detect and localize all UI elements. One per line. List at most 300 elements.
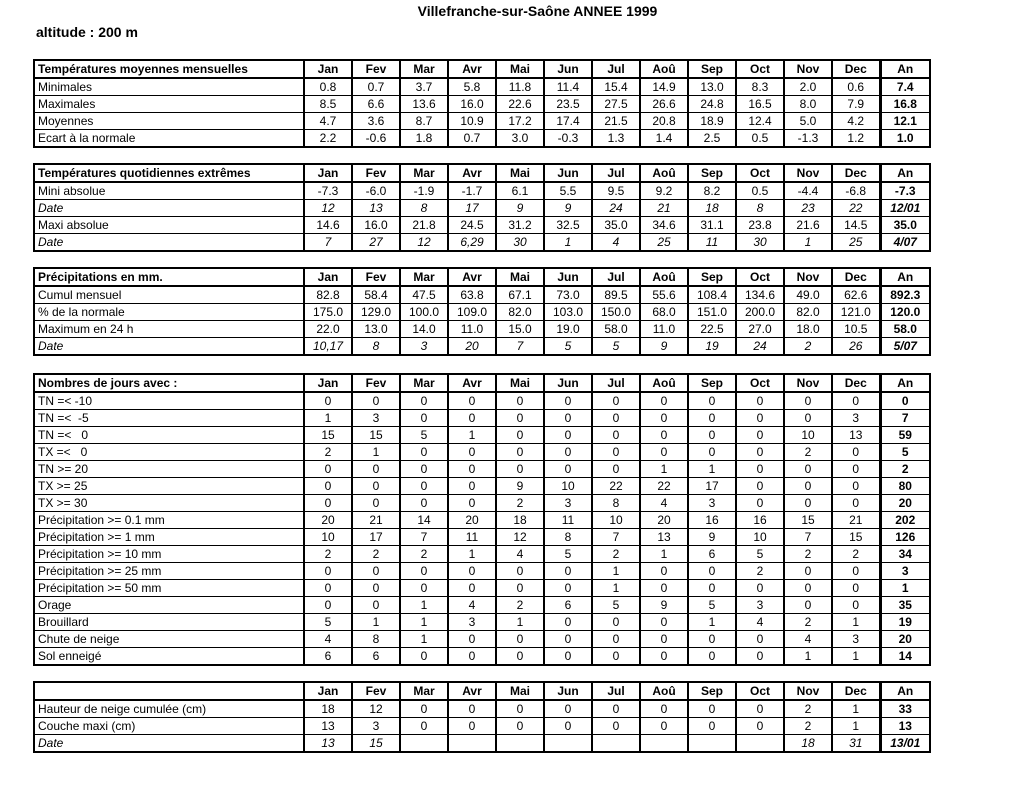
table-neige <box>33 681 931 753</box>
month-value-cell: 0 <box>352 563 400 580</box>
month-value-cell: 121.0 <box>832 304 880 321</box>
month-header: Oct <box>736 374 784 392</box>
month-value-cell: 1 <box>448 546 496 563</box>
data-table <box>33 681 931 753</box>
month-value-cell: 150.0 <box>592 304 640 321</box>
month-value-cell: 2 <box>352 546 400 563</box>
month-value-cell: 0 <box>400 444 448 461</box>
month-value-cell: 31 <box>832 735 880 753</box>
month-header: Fev <box>352 164 400 182</box>
annual-value-cell: -7.3 <box>880 182 930 200</box>
table-title: Températures quotidiennes extrêmes <box>34 164 304 182</box>
table-row <box>34 200 930 217</box>
month-value-cell: 13.0 <box>688 78 736 96</box>
month-value-cell: 73.0 <box>544 286 592 304</box>
month-value-cell: 0 <box>544 580 592 597</box>
annual-value-cell: 892.3 <box>880 286 930 304</box>
month-header: Jul <box>592 268 640 286</box>
month-value-cell: 4 <box>304 631 352 648</box>
month-value-cell: 3.0 <box>496 130 544 148</box>
annual-value-cell: 120.0 <box>880 304 930 321</box>
month-value-cell: 0 <box>544 444 592 461</box>
month-value-cell: 0 <box>688 427 736 444</box>
month-value-cell: 0 <box>544 614 592 631</box>
month-value-cell: -0.3 <box>544 130 592 148</box>
month-value-cell: 0 <box>832 478 880 495</box>
month-header: Mai <box>496 164 544 182</box>
annual-value-cell: 3 <box>880 563 930 580</box>
month-value-cell: 1 <box>304 410 352 427</box>
month-value-cell: 5.0 <box>784 113 832 130</box>
month-value-cell: 0 <box>304 580 352 597</box>
table-row <box>34 580 930 597</box>
month-value-cell: 6 <box>352 648 400 666</box>
month-value-cell: 0 <box>784 461 832 478</box>
month-header: Oct <box>736 268 784 286</box>
month-header: Sep <box>688 60 736 78</box>
month-value-cell: 0 <box>640 648 688 666</box>
month-value-cell: 0.7 <box>352 78 400 96</box>
month-value-cell: 7 <box>784 529 832 546</box>
row-label: Couche maxi (cm) <box>34 718 304 735</box>
month-value-cell: 0.5 <box>736 182 784 200</box>
month-value-cell: 0 <box>784 410 832 427</box>
month-value-cell: 5 <box>544 338 592 356</box>
month-value-cell: -1.7 <box>448 182 496 200</box>
month-value-cell: 55.6 <box>640 286 688 304</box>
month-header: An <box>880 682 930 700</box>
month-value-cell <box>448 735 496 753</box>
annual-value-cell: 20 <box>880 495 930 512</box>
month-value-cell: 2 <box>832 546 880 563</box>
month-value-cell: 0 <box>736 478 784 495</box>
month-header: Avr <box>448 268 496 286</box>
month-value-cell: 0 <box>832 444 880 461</box>
month-header: Jan <box>304 164 352 182</box>
month-value-cell: 2 <box>496 597 544 614</box>
month-value-cell <box>544 735 592 753</box>
month-value-cell: 6 <box>304 648 352 666</box>
month-value-cell: 8 <box>736 200 784 217</box>
month-value-cell: 8.5 <box>304 96 352 113</box>
month-value-cell: 0 <box>640 614 688 631</box>
month-value-cell: 0 <box>640 427 688 444</box>
row-label: Sol enneigé <box>34 648 304 666</box>
month-value-cell: 0 <box>352 461 400 478</box>
month-value-cell: 1 <box>352 614 400 631</box>
month-value-cell: 0 <box>640 444 688 461</box>
month-value-cell: 8 <box>352 631 400 648</box>
table-title: Températures moyennes mensuelles <box>34 60 304 78</box>
table-title: Nombres de jours avec : <box>34 374 304 392</box>
month-header: Nov <box>784 164 832 182</box>
month-value-cell: 12 <box>400 234 448 252</box>
month-value-cell: 10 <box>592 512 640 529</box>
month-value-cell: 1 <box>496 614 544 631</box>
month-value-cell: 8 <box>544 529 592 546</box>
month-value-cell: 0 <box>400 392 448 410</box>
month-value-cell: 9 <box>496 200 544 217</box>
month-value-cell: 22 <box>832 200 880 217</box>
row-label: TN =< 0 <box>34 427 304 444</box>
table-row <box>34 234 930 252</box>
month-header: Mai <box>496 374 544 392</box>
month-value-cell: 20 <box>448 338 496 356</box>
month-value-cell: 1 <box>832 718 880 735</box>
table-nombres-de-jours <box>33 373 931 666</box>
table-row <box>34 597 930 614</box>
month-value-cell: 0 <box>592 427 640 444</box>
month-header: An <box>880 268 930 286</box>
month-value-cell: 31.1 <box>688 217 736 234</box>
month-value-cell: 0 <box>400 461 448 478</box>
table-row <box>34 495 930 512</box>
month-value-cell: 0 <box>736 648 784 666</box>
row-label: TN =< -10 <box>34 392 304 410</box>
month-header: Dec <box>832 268 880 286</box>
table-temperatures-extremes <box>33 163 931 252</box>
month-value-cell: 15 <box>784 512 832 529</box>
month-value-cell: 9 <box>640 597 688 614</box>
month-value-cell: 14.9 <box>640 78 688 96</box>
month-value-cell: 0 <box>400 478 448 495</box>
month-header: Aoû <box>640 374 688 392</box>
month-value-cell: 27.5 <box>592 96 640 113</box>
month-value-cell: 4 <box>784 631 832 648</box>
month-value-cell <box>592 735 640 753</box>
month-value-cell: 0 <box>544 410 592 427</box>
month-value-cell: 6.1 <box>496 182 544 200</box>
month-value-cell: 17 <box>352 529 400 546</box>
row-label: Précipitation >= 50 mm <box>34 580 304 597</box>
month-value-cell: 0 <box>304 563 352 580</box>
month-value-cell: 3 <box>832 410 880 427</box>
month-value-cell: 0 <box>448 410 496 427</box>
month-value-cell: 3.6 <box>352 113 400 130</box>
month-value-cell: 0 <box>400 495 448 512</box>
month-value-cell: -4.4 <box>784 182 832 200</box>
month-value-cell: 0 <box>736 444 784 461</box>
month-header: Aoû <box>640 682 688 700</box>
row-label: Date <box>34 234 304 252</box>
month-value-cell: 0 <box>592 444 640 461</box>
month-header: Jun <box>544 268 592 286</box>
annual-value-cell: 13 <box>880 718 930 735</box>
month-value-cell: 2.2 <box>304 130 352 148</box>
month-value-cell: 0 <box>832 563 880 580</box>
month-value-cell: 8.2 <box>688 182 736 200</box>
month-value-cell: 23 <box>784 200 832 217</box>
month-value-cell: 0 <box>832 580 880 597</box>
month-header: Nov <box>784 682 832 700</box>
month-header: Dec <box>832 374 880 392</box>
table-row <box>34 321 930 338</box>
annual-value-cell: 14 <box>880 648 930 666</box>
month-value-cell: 0 <box>832 597 880 614</box>
month-value-cell: 17.2 <box>496 113 544 130</box>
month-value-cell: 0 <box>496 563 544 580</box>
month-value-cell: 100.0 <box>400 304 448 321</box>
month-header: Aoû <box>640 164 688 182</box>
month-value-cell: 16.0 <box>352 217 400 234</box>
month-value-cell: 47.5 <box>400 286 448 304</box>
month-value-cell: 0 <box>784 563 832 580</box>
month-value-cell: 12.4 <box>736 113 784 130</box>
month-value-cell: 0 <box>400 718 448 735</box>
month-value-cell: 24.5 <box>448 217 496 234</box>
month-header: Sep <box>688 374 736 392</box>
row-label: Minimales <box>34 78 304 96</box>
month-value-cell: 0 <box>640 563 688 580</box>
month-value-cell: 24 <box>736 338 784 356</box>
row-label: Précipitation >= 10 mm <box>34 546 304 563</box>
annual-value-cell: 12/01 <box>880 200 930 217</box>
month-value-cell: 11.0 <box>448 321 496 338</box>
table-row <box>34 410 930 427</box>
month-value-cell: 3 <box>832 631 880 648</box>
month-value-cell: 0 <box>400 700 448 718</box>
month-value-cell: 8.7 <box>400 113 448 130</box>
month-value-cell: 129.0 <box>352 304 400 321</box>
month-value-cell: 0 <box>736 631 784 648</box>
month-header: Aoû <box>640 60 688 78</box>
month-value-cell: 0 <box>592 631 640 648</box>
month-value-cell: 68.0 <box>640 304 688 321</box>
month-header: Jul <box>592 682 640 700</box>
table-row <box>34 512 930 529</box>
month-value-cell: 2 <box>592 546 640 563</box>
month-value-cell: 1.8 <box>400 130 448 148</box>
month-value-cell: 15 <box>352 427 400 444</box>
month-value-cell: 35.0 <box>592 217 640 234</box>
month-value-cell: 1 <box>784 648 832 666</box>
month-value-cell: 4.7 <box>304 113 352 130</box>
table-row <box>34 130 930 148</box>
month-value-cell: 21.6 <box>784 217 832 234</box>
month-value-cell: 11 <box>448 529 496 546</box>
month-value-cell: 23.5 <box>544 96 592 113</box>
month-value-cell: 2 <box>400 546 448 563</box>
month-value-cell: 89.5 <box>592 286 640 304</box>
month-value-cell: 103.0 <box>544 304 592 321</box>
month-header: Nov <box>784 268 832 286</box>
month-value-cell: 1 <box>832 648 880 666</box>
month-value-cell: 2 <box>784 614 832 631</box>
month-value-cell: 25 <box>832 234 880 252</box>
month-value-cell: 18 <box>784 735 832 753</box>
month-value-cell: 19.0 <box>544 321 592 338</box>
month-value-cell: 1 <box>640 546 688 563</box>
month-value-cell: 0 <box>544 461 592 478</box>
month-value-cell: 8.0 <box>784 96 832 113</box>
altitude-label: altitude : 200 m <box>36 24 138 40</box>
month-value-cell: 0 <box>640 580 688 597</box>
month-header: Nov <box>784 60 832 78</box>
month-value-cell: 6 <box>688 546 736 563</box>
month-value-cell: 0 <box>736 392 784 410</box>
table-row <box>34 478 930 495</box>
table-row <box>34 529 930 546</box>
month-value-cell: 9 <box>544 200 592 217</box>
month-value-cell: 0 <box>736 718 784 735</box>
month-value-cell: 0 <box>640 631 688 648</box>
row-label: Date <box>34 735 304 753</box>
row-label: Ecart à la normale <box>34 130 304 148</box>
month-header: Oct <box>736 682 784 700</box>
month-value-cell: 2 <box>784 700 832 718</box>
month-value-cell: 49.0 <box>784 286 832 304</box>
table-row <box>34 563 930 580</box>
month-value-cell: 0 <box>352 597 400 614</box>
row-label: Mini absolue <box>34 182 304 200</box>
header-row <box>34 60 930 78</box>
month-header: Oct <box>736 164 784 182</box>
month-value-cell: 2.5 <box>688 130 736 148</box>
row-label: Précipitation >= 0.1 mm <box>34 512 304 529</box>
month-value-cell: 22.5 <box>688 321 736 338</box>
month-value-cell: 8 <box>352 338 400 356</box>
month-value-cell: 15 <box>304 427 352 444</box>
month-value-cell: 0 <box>640 700 688 718</box>
month-value-cell: -7.3 <box>304 182 352 200</box>
month-value-cell: 15 <box>832 529 880 546</box>
month-value-cell: 82.0 <box>784 304 832 321</box>
table-row <box>34 304 930 321</box>
month-value-cell: 21 <box>832 512 880 529</box>
month-value-cell: 24.8 <box>688 96 736 113</box>
month-value-cell: 0 <box>304 597 352 614</box>
month-value-cell: 12 <box>304 200 352 217</box>
month-value-cell: 0 <box>544 648 592 666</box>
month-value-cell: 0 <box>400 648 448 666</box>
month-value-cell: 3.7 <box>400 78 448 96</box>
month-value-cell: 0 <box>544 718 592 735</box>
month-value-cell: 58.4 <box>352 286 400 304</box>
month-value-cell: 2 <box>304 546 352 563</box>
data-table <box>33 59 931 148</box>
month-value-cell: 0 <box>592 392 640 410</box>
month-value-cell: 19 <box>688 338 736 356</box>
month-value-cell: 0 <box>784 580 832 597</box>
month-value-cell: 0 <box>448 700 496 718</box>
month-header: Jan <box>304 682 352 700</box>
row-label: Maximum en 24 h <box>34 321 304 338</box>
month-value-cell: 30 <box>736 234 784 252</box>
month-value-cell: 21.8 <box>400 217 448 234</box>
month-value-cell: 4 <box>592 234 640 252</box>
month-header: Mar <box>400 164 448 182</box>
header-row <box>34 268 930 286</box>
row-label: Chute de neige <box>34 631 304 648</box>
month-value-cell: 20 <box>640 512 688 529</box>
month-value-cell: 20 <box>304 512 352 529</box>
month-header: Mar <box>400 268 448 286</box>
month-value-cell: 0 <box>736 495 784 512</box>
month-value-cell: 0 <box>448 648 496 666</box>
month-value-cell: 0 <box>448 461 496 478</box>
month-value-cell: 0 <box>304 495 352 512</box>
month-value-cell: 0 <box>544 700 592 718</box>
data-table <box>33 163 931 252</box>
month-value-cell: 23.8 <box>736 217 784 234</box>
month-value-cell: 22 <box>592 478 640 495</box>
annual-value-cell: 16.8 <box>880 96 930 113</box>
month-value-cell <box>736 735 784 753</box>
month-value-cell: 0 <box>784 597 832 614</box>
annual-value-cell: 5/07 <box>880 338 930 356</box>
month-value-cell: 3 <box>352 718 400 735</box>
table-title <box>34 682 304 700</box>
table-row <box>34 392 930 410</box>
month-header: Jan <box>304 60 352 78</box>
month-value-cell: 82.0 <box>496 304 544 321</box>
page-title: Villefranche-sur-Saône ANNEE 1999 <box>417 3 658 19</box>
month-value-cell: 16.0 <box>448 96 496 113</box>
table-row <box>34 78 930 96</box>
month-value-cell: 0 <box>544 631 592 648</box>
month-value-cell: 2.0 <box>784 78 832 96</box>
month-value-cell: 0 <box>496 648 544 666</box>
month-value-cell <box>640 735 688 753</box>
annual-value-cell: 33 <box>880 700 930 718</box>
month-value-cell: 0.5 <box>736 130 784 148</box>
month-value-cell: 5.5 <box>544 182 592 200</box>
month-value-cell: 1 <box>400 631 448 648</box>
month-header: Mai <box>496 60 544 78</box>
month-value-cell: 0 <box>400 410 448 427</box>
month-value-cell: 0 <box>496 461 544 478</box>
month-value-cell: 14.5 <box>832 217 880 234</box>
month-value-cell: 67.1 <box>496 286 544 304</box>
month-header: Mar <box>400 682 448 700</box>
annual-value-cell: 7 <box>880 410 930 427</box>
month-value-cell: 11.8 <box>496 78 544 96</box>
month-header: Mai <box>496 682 544 700</box>
month-value-cell: 20.8 <box>640 113 688 130</box>
month-value-cell <box>496 735 544 753</box>
table-row <box>34 718 930 735</box>
month-header: Fev <box>352 374 400 392</box>
month-value-cell: 13.6 <box>400 96 448 113</box>
month-header: Jul <box>592 374 640 392</box>
month-header: Dec <box>832 60 880 78</box>
annual-value-cell: 12.1 <box>880 113 930 130</box>
month-value-cell: 108.4 <box>688 286 736 304</box>
table-row <box>34 286 930 304</box>
month-value-cell: 63.8 <box>448 286 496 304</box>
row-label: Précipitation >= 25 mm <box>34 563 304 580</box>
month-value-cell: 1 <box>640 461 688 478</box>
month-value-cell: 0 <box>640 392 688 410</box>
month-header: Sep <box>688 268 736 286</box>
month-value-cell: 0 <box>736 461 784 478</box>
month-value-cell: 8.3 <box>736 78 784 96</box>
header-row <box>34 164 930 182</box>
month-value-cell: 5 <box>592 338 640 356</box>
month-value-cell: 10,17 <box>304 338 352 356</box>
annual-value-cell: 35.0 <box>880 217 930 234</box>
month-value-cell: 4 <box>448 597 496 614</box>
annual-value-cell: 59 <box>880 427 930 444</box>
month-value-cell: 0 <box>496 700 544 718</box>
month-value-cell: 0 <box>448 718 496 735</box>
row-label: TN >= 20 <box>34 461 304 478</box>
month-header: Mar <box>400 60 448 78</box>
month-header: Sep <box>688 682 736 700</box>
month-value-cell: 4 <box>496 546 544 563</box>
table-precipitations <box>33 267 931 356</box>
annual-value-cell: 7.4 <box>880 78 930 96</box>
